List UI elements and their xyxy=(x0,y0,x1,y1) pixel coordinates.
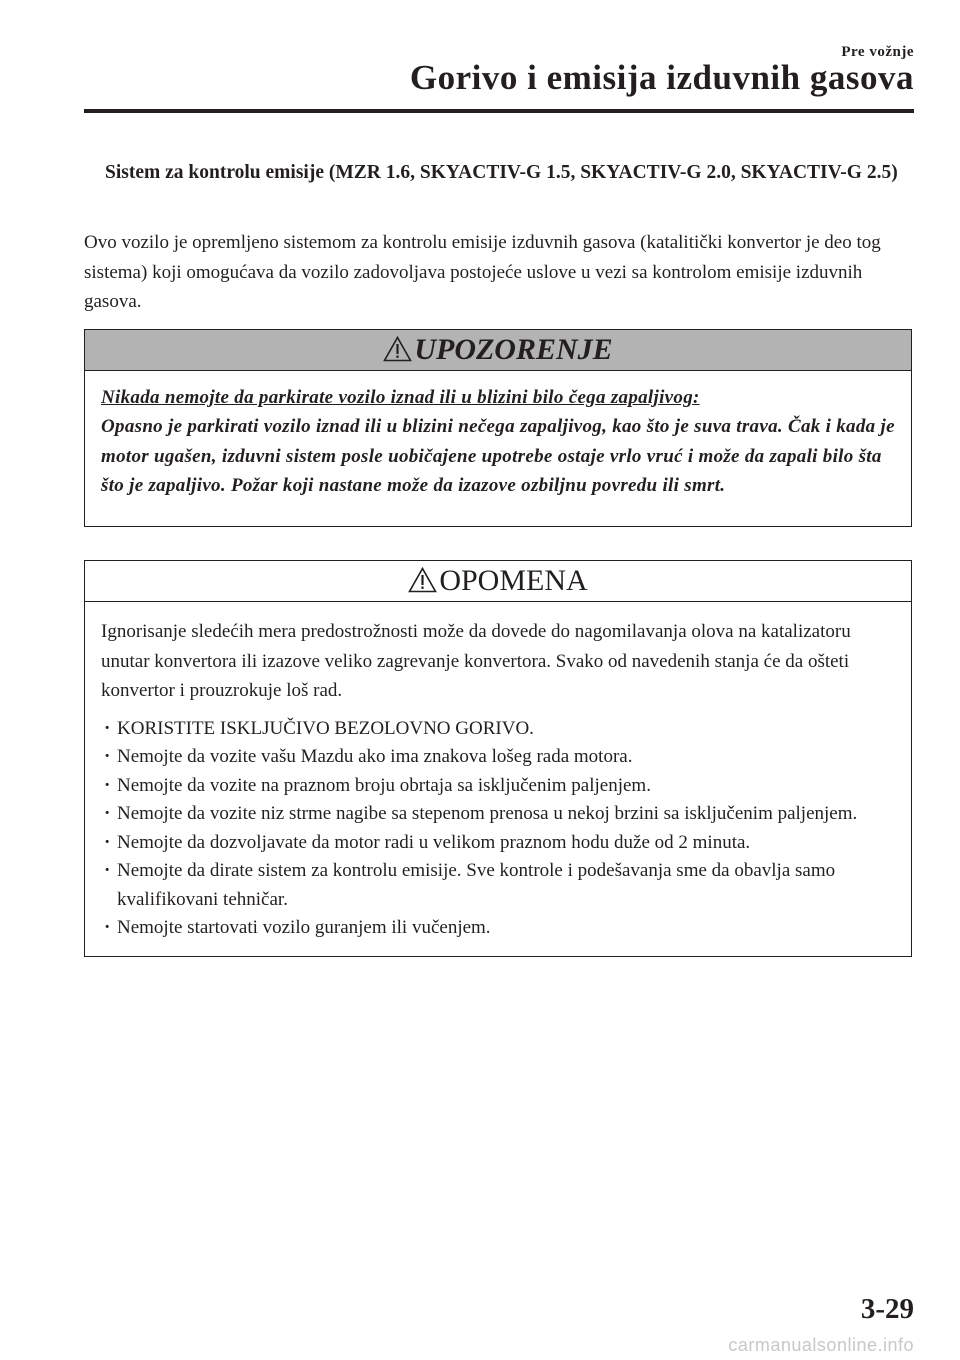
warning-text: Opasno je parkirati vozilo iznad ili u blizini nečega zapaljivog, kao što je suva trava. Čak i kada je motor ugašen, izduvni sistem posle uobičajene upotrebe ostaje vrlo vruć i može da zapali bilo šta što je zapaljivo. Požar koji nastane može da izazove ozbiljnu povredu ili smrt. xyxy=(101,416,895,496)
list-item: · Nemojte startovati vozilo guranjem ili vučenjem. xyxy=(104,917,491,938)
caution-box xyxy=(84,560,912,957)
list-item: · Nemojte da dirate sistem za kontrolu emisije. Sve kontrole i podešavanja sme da obavlja samo kvalifikovani tehničar. xyxy=(104,860,836,910)
page-number: 3-29 xyxy=(860,1293,914,1325)
warning-label: UPOZORENJE xyxy=(414,333,613,366)
list-item: · Nemojte da vozite vašu Mazdu ako ima znakova lošeg rada motora. xyxy=(104,746,633,767)
warning-lead: Nikada nemojte da parkirate vozilo iznad ili u blizini bilo čega zapaljivog: xyxy=(101,387,700,408)
list-item: · KORISTITE ISKLJUČIVO BEZOLOVNO GORIVO. xyxy=(104,717,534,739)
list-item: · Nemojte da vozite niz strme nagibe sa stepenom prenosa u nekoj brzini sa isključenim paljenjem. xyxy=(104,803,858,824)
list-item: · Nemojte da vozite na praznom broju obrtaja sa isključenim paljenjem. xyxy=(104,774,651,796)
section-title: Gorivo i emisija izduvnih gasova xyxy=(409,58,914,97)
warning-box xyxy=(84,329,912,527)
watermark: carmanualsonline.info xyxy=(728,1335,914,1355)
chapter-label: Pre vožnje xyxy=(841,44,914,60)
caution-bullet-list xyxy=(101,715,895,943)
caution-label: OPOMENA xyxy=(439,564,588,597)
caution-header xyxy=(85,561,911,602)
caution-text: Ignorisanje sledećih mera predostrožnosti može da dovede do nagomilavanja olova na katalizatoru unutar konvertora ili izazove veliko zagrevanje konvertora. Svako od navedenih stanja će da ošteti konvertor i prouzrokuje loš rad. xyxy=(101,621,851,701)
header-rule xyxy=(84,109,914,113)
warning-triangle-icon xyxy=(408,567,437,593)
intro-paragraph: Ovo vozilo je opremljeno sistemom za kontrolu emisije izduvnih gasova (katalitički konvertor je deo tog sistema) koji omogućava da vozilo zadovoljava postojeće uslove u vezi sa kontrolom emisije izduvnih gasova. xyxy=(84,232,881,312)
list-item: · Nemojte da dozvoljavate da motor radi u velikom praznom hodu duže od 2 minuta. xyxy=(104,831,751,853)
subsection-title: Sistem za kontrolu emisije (MZR 1.6, SKYACTIV-G 1.5, SKYACTIV-G 2.0, SKYACTIV-G 2.5) xyxy=(105,162,898,183)
warning-triangle-icon xyxy=(383,336,412,362)
warning-header xyxy=(85,330,911,371)
